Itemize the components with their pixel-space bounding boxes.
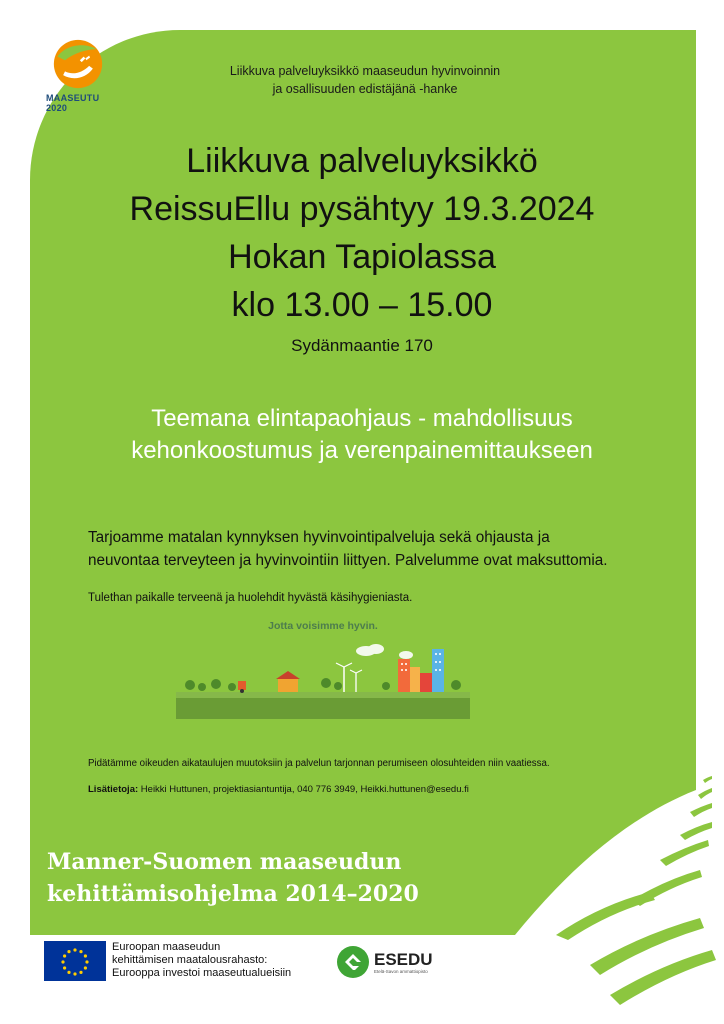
slogan: Jotta voisimme hyvin.	[268, 620, 378, 632]
theme-line-2: kehonkoostumus ja verenpainemittaukseen	[131, 437, 593, 464]
contact-text: Heikki Huttunen, projektiasiantuntija, 040 776 3949, Heikki.huttunen@esedu.fi	[138, 784, 469, 795]
headline-line-1: Liikkuva palveluyksikkö	[186, 142, 538, 180]
project-header	[150, 62, 580, 98]
eu-line-2: kehittämisen maatalousrahasto:	[112, 954, 268, 966]
esedu-subtitle: Etelä-Savon ammattiopisto	[374, 968, 428, 974]
eu-line-3: Eurooppa investoi maaseutualueisiin	[112, 967, 292, 979]
service-offer	[88, 526, 668, 572]
headline-line-2: ReissuEllu pysähtyy 19.3.2024	[129, 190, 595, 228]
offer-line-2: neuvontaa terveyteen ja hyvinvointiin liittyen. Palvelumme ovat maksuttomia.	[88, 552, 608, 569]
project-header-line-2: ja osallisuuden edistäjänä -hanke	[272, 82, 458, 96]
eu-flag-icon	[44, 941, 106, 981]
eu-funding-text	[112, 941, 291, 980]
project-header-line-1: Liikkuva palveluyksikkö maaseudun hyvinvoinnin	[229, 64, 501, 78]
event-address: Sydänmaantie 170	[291, 336, 433, 355]
landscape-illustration	[176, 637, 470, 719]
event-headline	[60, 137, 664, 329]
logo-text: MAASEUTU 2020	[46, 93, 100, 113]
contact-label: Lisätietoja:	[88, 784, 139, 795]
theme-line-1: Teemana elintapaohjaus - mahdollisuus	[151, 405, 573, 432]
program-line-2: kehittämisohjelma 2014–2020	[47, 881, 419, 907]
offer-line-1: Tarjoamme matalan kynnyksen hyvinvointipalveluja sekä ohjausta ja	[88, 529, 550, 546]
esedu-logo-icon	[336, 945, 370, 979]
maaseutu-logo	[46, 38, 110, 113]
eu-funding-block	[44, 941, 291, 981]
program-title	[47, 846, 467, 910]
headline-line-3: Hokan Tapiolassa	[228, 238, 496, 276]
eu-line-1: Euroopan maaseudun	[112, 941, 221, 953]
maaseutu-logo-icon	[50, 38, 106, 90]
program-line-1: Manner-Suomen maaseudun	[47, 849, 402, 875]
headline-line-4: klo 13.00 – 15.00	[231, 286, 493, 324]
event-theme	[50, 403, 674, 467]
hygiene-note: Tulethan paikalle terveenä ja huolehdit hyvästä käsihygieniasta.	[88, 592, 413, 604]
town-illustration	[176, 615, 470, 721]
esedu-name: ESEDU	[374, 949, 433, 969]
contact-info	[88, 784, 688, 795]
esedu-logo	[336, 945, 433, 979]
reservation-note: Pidätämme oikeuden aikataulujen muutoksiin ja palvelun tarjonnan perumiseen olosuhteiden niin vaatiessa.	[88, 758, 550, 769]
